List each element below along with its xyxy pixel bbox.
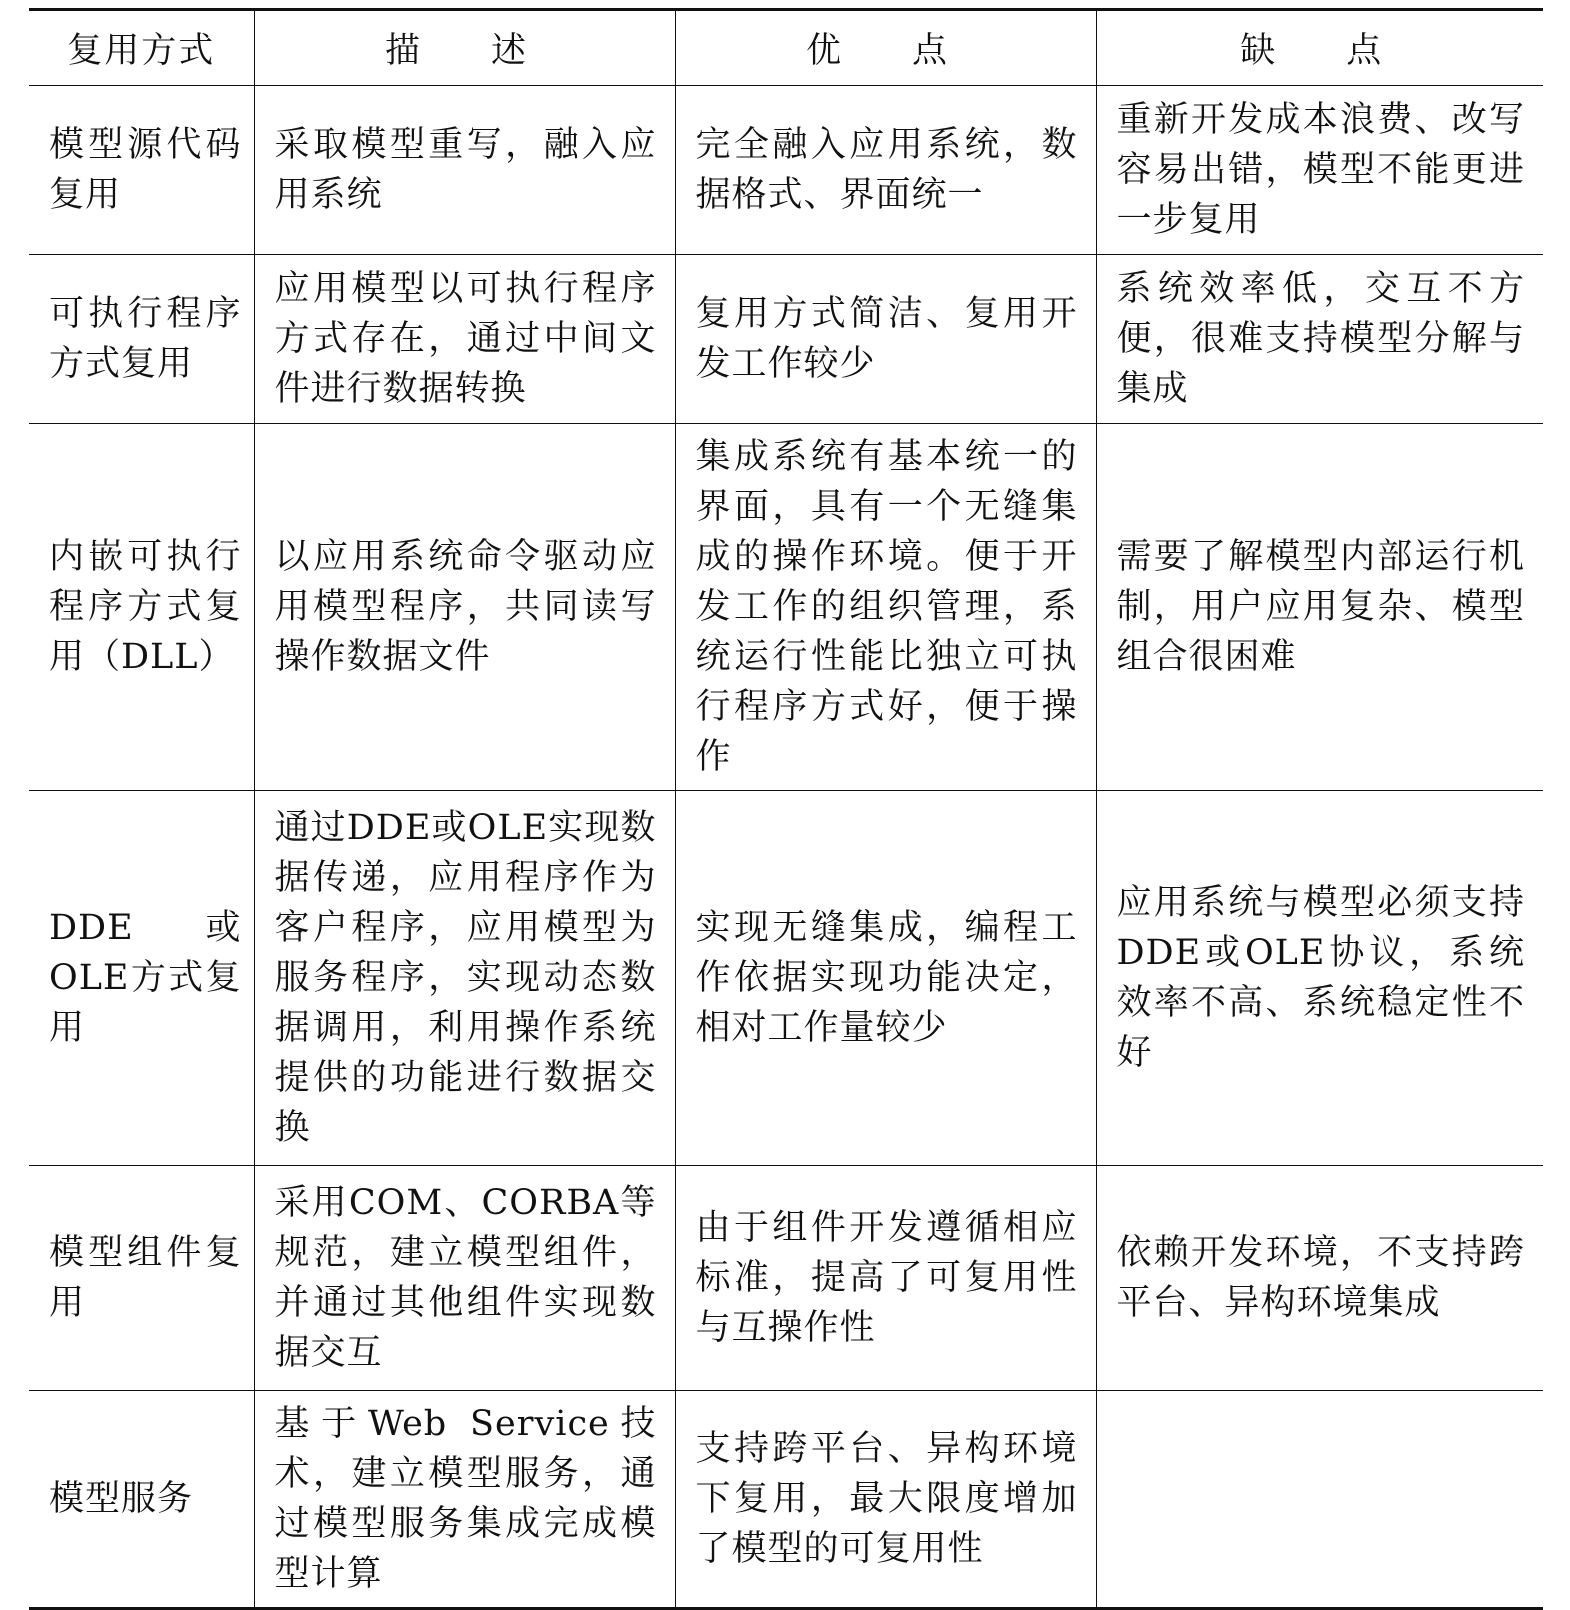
cell-advantages: 实现无缝集成，编程工作依据实现功能决定，相对工作量较少 (675, 791, 1096, 1166)
header-disadvantages: 缺 点 (1096, 10, 1543, 86)
cell-method: 模型服务 (49, 1479, 194, 1519)
cell-advantages: 完全融入应用系统，数据格式、界面统一 (675, 86, 1096, 255)
cell-advantages: 复用方式简洁、复用开发工作较少 (675, 255, 1096, 424)
header-method: 复用方式 (67, 31, 216, 71)
table-row (29, 791, 1543, 1166)
header-advantages: 优 点 (675, 10, 1096, 86)
table-row (29, 1391, 1543, 1609)
reuse-comparison-table (29, 8, 1543, 1610)
cell-disadvantages: 系统效率低，交互不方便，很难支持模型分解与集成 (1096, 255, 1543, 424)
cell-disadvantages (1096, 1391, 1543, 1609)
table-row (29, 424, 1543, 791)
cell-method: DDE或OLE方式复用 (49, 908, 242, 1048)
table-row (29, 1166, 1543, 1391)
cell-method: 模型组件复用 (49, 1233, 242, 1323)
cell-description: 基于Web Service技术，建立模型服务，通过模型服务集成完成模型计算 (254, 1391, 675, 1609)
cell-description: 以应用系统命令驱动应用模型程序，共同读写操作数据文件 (254, 424, 675, 791)
cell-description: 采取模型重写，融入应用系统 (254, 86, 675, 255)
cell-method: 内嵌可执行程序方式复用（DLL） (49, 537, 242, 677)
table-header-row (29, 10, 1543, 86)
cell-disadvantages: 重新开发成本浪费、改写容易出错，模型不能更进一步复用 (1096, 86, 1543, 255)
cell-disadvantages: 需要了解模型内部运行机制，用户应用复杂、模型组合很困难 (1096, 424, 1543, 791)
cell-method: 可执行程序方式复用 (49, 294, 242, 384)
cell-description: 采用COM、CORBA等规范，建立模型组件，并通过其他组件实现数据交互 (254, 1166, 675, 1391)
cell-description: 通过DDE或OLE实现数据传递，应用程序作为客户程序，应用模型为服务程序，实现动态数据调用，利用操作系统提供的功能进行数据交换 (254, 791, 675, 1166)
cell-disadvantages: 应用系统与模型必须支持DDE或OLE协议，系统效率不高、系统稳定性不好 (1096, 791, 1543, 1166)
cell-advantages: 由于组件开发遵循相应标准，提高了可复用性与互操作性 (675, 1166, 1096, 1391)
cell-advantages: 支持跨平台、异构环境下复用，最大限度增加了模型的可复用性 (675, 1391, 1096, 1609)
cell-disadvantages: 依赖开发环境，不支持跨平台、异构环境集成 (1096, 1166, 1543, 1391)
cell-method: 模型源代码复用 (49, 125, 242, 215)
table-row (29, 86, 1543, 255)
table-row (29, 255, 1543, 424)
cell-description: 应用模型以可执行程序方式存在，通过中间文件进行数据转换 (254, 255, 675, 424)
header-description: 描 述 (254, 10, 675, 86)
cell-advantages: 集成系统有基本统一的界面，具有一个无缝集成的操作环境。便于开发工作的组织管理，系统运行性能比独立可执行程序方式好，便于操作 (675, 424, 1096, 791)
